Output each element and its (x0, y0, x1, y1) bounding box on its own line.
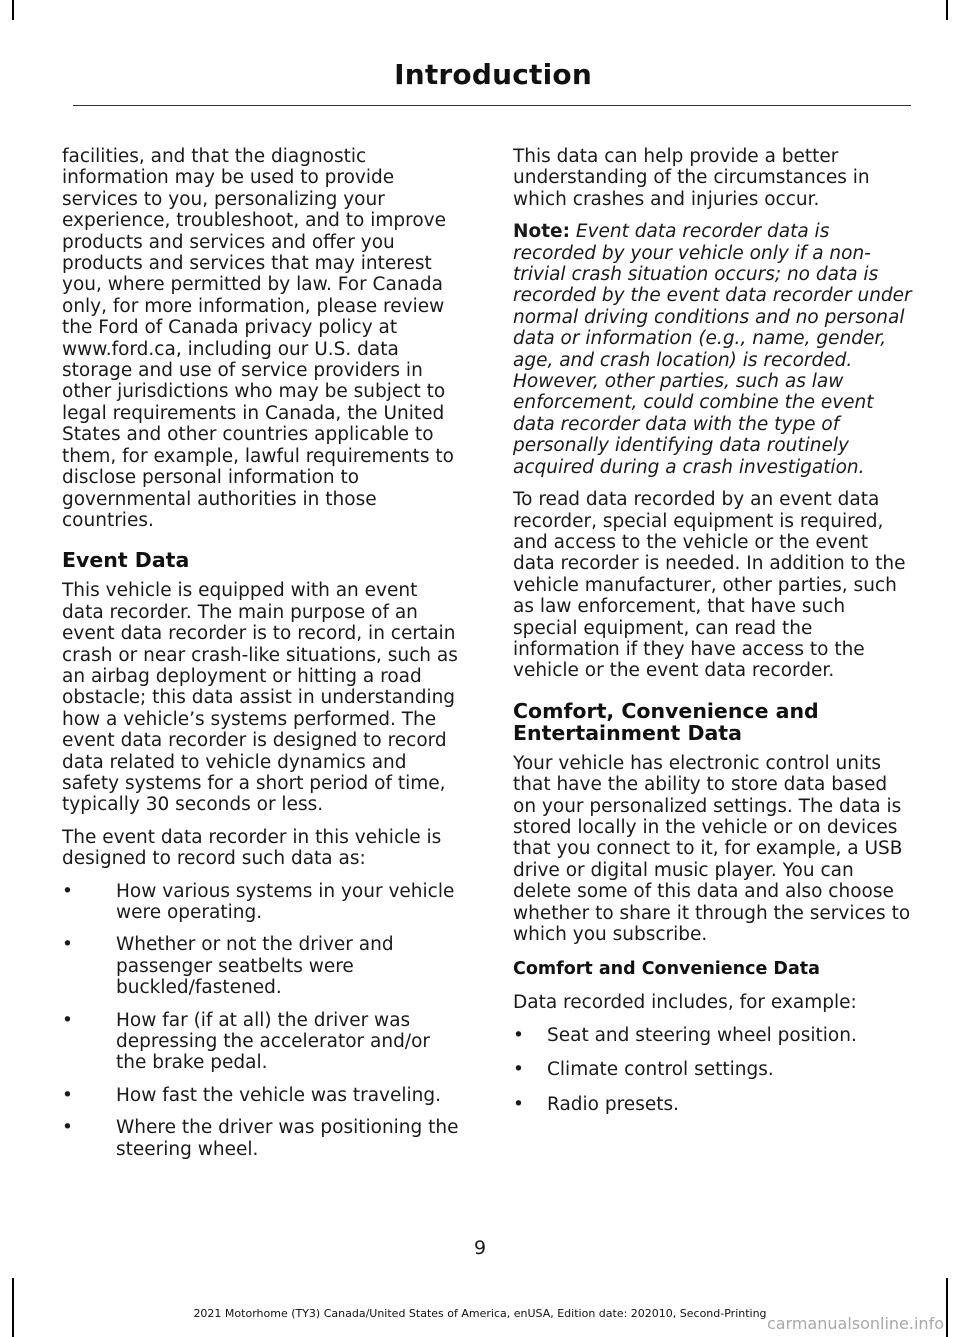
event-data-list (62, 881, 462, 1160)
left-column (62, 146, 462, 1171)
bullet-glyph: • (62, 1084, 73, 1106)
bullet-glyph: • (513, 1093, 524, 1115)
right-column (513, 146, 913, 1128)
paragraph-data-recorded: Data recorded includes, for example: (513, 992, 857, 1014)
note (513, 221, 913, 478)
paragraph-privacy: facilities, and that the diagnostic information may be used to provide services to you, personalizing your experience, troubleshoot, and to improve products and services and offer you products and services that may interest you, where permitted by law. For Canada only, for more information, please review the Ford of Canada privacy policy at www.ford.ca, including our U.S. data storage and use of service providers in other jurisdictions who may be subject to legal requirements in Canada, the United States and other countries applicable to them, for example, lawful requirements to disclose personal information to governmental authorities in those countries. (62, 146, 454, 531)
page-title: Introduction (394, 58, 592, 91)
list-item: • Where the driver was positioning the steering wheel. (62, 1117, 459, 1160)
bullet-glyph: • (62, 880, 73, 902)
crop-mark-top-right (946, 0, 948, 20)
paragraph-recorded-data-intro: The event data recorder in this vehicle is designed to record such data as: (62, 826, 442, 870)
comfort-data-list (513, 1025, 913, 1115)
list-item: • How various systems in your vehicle were operating. (62, 880, 455, 923)
list-item: • How far (if at all) the driver was depressing the accelerator and/or the brake pedal. (62, 1009, 431, 1074)
subheading-comfort-convenience: Comfort and Convenience Data (513, 959, 820, 980)
bullet-glyph: • (62, 1117, 73, 1139)
edition-footer: 2021 Motorhome (TY3) Canada/United States of America, enUSA, Edition date: 202010, Second-Printing (193, 1307, 767, 1320)
bullet-glyph: • (513, 1059, 524, 1081)
paragraph-event-recorder: This vehicle is equipped with an event data recorder. The main purpose of an event data recorder is to record, in certain crash or near crash-like situations, such as an airbag deployment or hitting a road obstacle; this data assist in understanding how a vehicle’s systems performed. The event data recorder is designed to record data related to vehicle dynamics and safety systems for a short period of time, typically 30 seconds or less. (62, 580, 458, 816)
bullet-glyph: • (62, 934, 73, 956)
bullet-glyph: • (62, 1009, 73, 1031)
paragraph-reading-data: To read data recorded by an event data recorder, special equipment is required, and access to the vehicle or the event data recorder is needed. In addition to the vehicle manufacturer, other parties, such as law enforcement, that have such special equipment, can read the information if they have access to the vehicle or the event data recorder. (513, 489, 906, 682)
list-item: • How fast the vehicle was traveling. (62, 1084, 442, 1106)
list-item: • Seat and steering wheel position. (513, 1024, 857, 1046)
note-label: Note: (513, 221, 570, 243)
list-item: • Radio presets. (513, 1093, 679, 1115)
heading-comfort-entertainment: Comfort, Convenience and Entertainment Data (513, 698, 819, 745)
list-item: • Whether or not the driver and passenger seatbelts were buckled/fastened. (62, 934, 394, 999)
page-number: 9 (473, 1237, 487, 1259)
watermark: carmanualsonline.info (766, 1314, 944, 1333)
paragraph-understanding: This data can help provide a better understanding of the circumstances in which crashes and injuries occur. (513, 146, 870, 210)
paragraph-control-units: Your vehicle has electronic control units that have the ability to store data based on your personalized settings. The data is stored locally in the vehicle or on devices that you connect to it, for example, a USB drive or digital music player. You can delete some of this data and also choose whether to share it through the services to which you subscribe. (513, 752, 911, 945)
crop-mark-top-left (12, 0, 14, 20)
note-text: Event data recorder data is recorded by your vehicle only if a non-trivial crash situation occurs; no data is recorded by the event data recorder under normal driving conditions and no personal data or information (e.g., name, gender, age, and crash location) is recorded. However, other parties, such as law enforcement, could combine the event data recorder data with the type of personally identifying data routinely acquired during a crash investigation. (513, 221, 912, 478)
header-rule (73, 105, 911, 106)
bullet-glyph: • (513, 1024, 524, 1046)
heading-event-data: Event Data (62, 548, 190, 573)
list-item: • Climate control settings. (513, 1059, 774, 1081)
